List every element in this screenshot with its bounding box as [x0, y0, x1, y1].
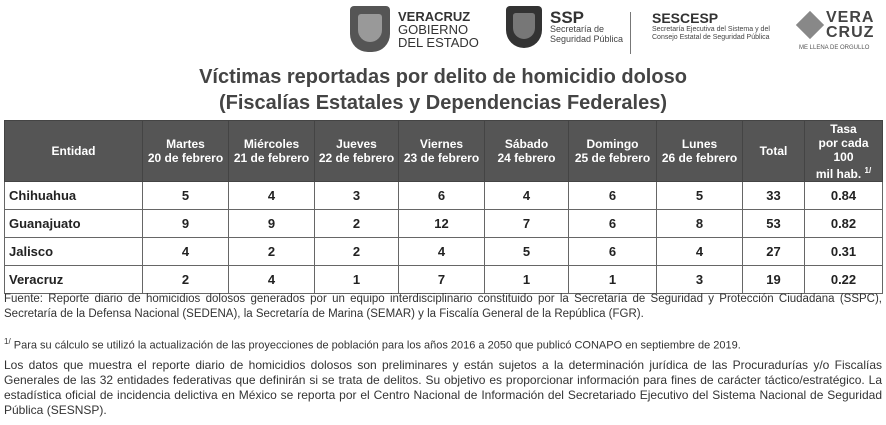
table-cell: 5 — [485, 238, 569, 266]
coat-of-arms-icon — [350, 6, 390, 52]
header-sabado: Sábado 24 febrero — [485, 121, 569, 182]
table-cell: 7 — [399, 266, 485, 294]
sescesp-sub-1: Secretaría Ejecutiva del Sistema y del — [652, 26, 770, 33]
table-cell: 2 — [315, 238, 399, 266]
header-entidad: Entidad — [5, 121, 143, 182]
footnote-marker: 1/ — [4, 337, 11, 346]
tasa-footnote-marker: 1/ — [864, 165, 872, 175]
table-row — [5, 266, 883, 294]
table-cell: 5 — [657, 182, 743, 210]
logo-veracruz-text: VERACRUZ — [398, 8, 471, 24]
page-title — [0, 64, 886, 116]
brand-vera-text: VERA — [826, 9, 875, 26]
cell-entidad: Jalisco — [5, 238, 143, 266]
table-row — [5, 238, 883, 266]
sescesp-logo — [652, 10, 770, 42]
cell-total: 33 — [743, 182, 805, 210]
title-line-2: (Fiscalías Estatales y Dependencias Federales) — [219, 92, 667, 114]
cell-tasa: 0.22 — [805, 266, 883, 294]
header-martes: Martes 20 de febrero — [143, 121, 229, 182]
header-logos — [0, 0, 886, 60]
table-cell: 1 — [569, 266, 657, 294]
table-cell: 6 — [569, 238, 657, 266]
table-header-row — [5, 121, 883, 182]
header-domingo: Domingo 25 de febrero — [569, 121, 657, 182]
table-cell: 3 — [657, 266, 743, 294]
cell-total: 19 — [743, 266, 805, 294]
table-row — [5, 182, 883, 210]
footnote-text: Para su cálculo se utilizó la actualización de las proyecciones de población para los años 2016 a 2050 que publicó CONAPO en septiembre de 2019. — [13, 339, 741, 352]
table-cell: 1 — [315, 266, 399, 294]
table-cell: 2 — [143, 266, 229, 294]
title-line-1: Víctimas reportadas por delito de homicidio doloso — [199, 66, 687, 88]
source-note: Fuente: Reporte diario de homicidios dolosos generados por un equipo interdisciplinario constituido por la Secretaría de Seguridad y Protección Ciudadana (SSPC), Secretaría de la Defensa Nacional (SEDENA), la Secretaría de Marina (SEMAR) y la Fiscalía General de la República (FGR). — [4, 293, 882, 320]
ssp-sub-2: Seguridad Pública — [550, 33, 624, 44]
cell-entidad: Guanajuato — [5, 210, 143, 238]
table-cell: 9 — [143, 210, 229, 238]
brand-cruz-text: CRUZ — [826, 24, 875, 41]
table-cell: 12 — [399, 210, 485, 238]
ssp-sub-1: Secretaría de — [550, 23, 605, 34]
cell-tasa: 0.31 — [805, 238, 883, 266]
table-cell: 4 — [485, 182, 569, 210]
table-cell: 4 — [657, 238, 743, 266]
header-total: Total — [743, 121, 805, 182]
table-cell: 6 — [569, 182, 657, 210]
table-cell: 5 — [143, 182, 229, 210]
cell-tasa: 0.84 — [805, 182, 883, 210]
ssp-shield-icon — [506, 6, 542, 48]
table-cell: 6 — [569, 210, 657, 238]
table-cell: 9 — [229, 210, 315, 238]
veracruz-gobierno-logo — [350, 6, 479, 52]
sescesp-title: SESCESP — [652, 10, 719, 26]
header-miercoles: Miércoles 21 de febrero — [229, 121, 315, 182]
table-cell: 4 — [229, 266, 315, 294]
header-lunes: Lunes 26 de febrero — [657, 121, 743, 182]
table-cell: 7 — [485, 210, 569, 238]
header-viernes: Viernes 23 de febrero — [399, 121, 485, 182]
cell-tasa: 0.82 — [805, 210, 883, 238]
table-row — [5, 210, 883, 238]
header-jueves: Jueves 22 de febrero — [315, 121, 399, 182]
homicide-table — [4, 120, 883, 294]
table-cell: 4 — [399, 238, 485, 266]
logo-gobierno-text: GOBIERNO — [398, 21, 469, 37]
sescesp-sub-2: Consejo Estatal de Seguridad Pública — [652, 34, 770, 41]
brand-tagline: ME LLENA DE ORGULLO — [799, 45, 870, 51]
header-tasa: Tasa por cada 100 mil hab. $^{1/}$ — [805, 121, 883, 182]
logo-divider — [630, 12, 631, 54]
table-cell: 4 — [229, 182, 315, 210]
cell-total: 27 — [743, 238, 805, 266]
table-cell: 4 — [143, 238, 229, 266]
ssp-name: SSP — [550, 7, 585, 27]
table-cell: 2 — [229, 238, 315, 266]
table-cell: 6 — [399, 182, 485, 210]
logo-del-estado-text: DEL ESTADO — [398, 34, 479, 50]
table-cell: 3 — [315, 182, 399, 210]
disclaimer: Los datos que muestra el reporte diario de homicidios dolosos son preliminares y están sujetos a la determinación jurídica de las Procuradurías y/o Fiscalías Generales de las 32 entidades federativas que definirán si se trata de delitos. Su objetivo es proporcionar información para fines de carácter táctico/estratégico. La estadística oficial de incidencia delictiva en México se reporta por el Centro Nacional de Información del Secretariado Ejecutivo del Sistema Nacional de Seguridad Pública (SESNSP). — [4, 358, 882, 417]
cell-total: 53 — [743, 210, 805, 238]
star-mark-icon — [796, 11, 824, 39]
cell-entidad: Chihuahua — [5, 182, 143, 210]
table-cell: 2 — [315, 210, 399, 238]
cell-entidad: Veracruz — [5, 266, 143, 294]
veracruz-brand-logo — [800, 10, 874, 40]
footnote — [4, 334, 882, 354]
table-cell: 8 — [657, 210, 743, 238]
table-cell: 1 — [485, 266, 569, 294]
ssp-logo — [506, 6, 623, 48]
